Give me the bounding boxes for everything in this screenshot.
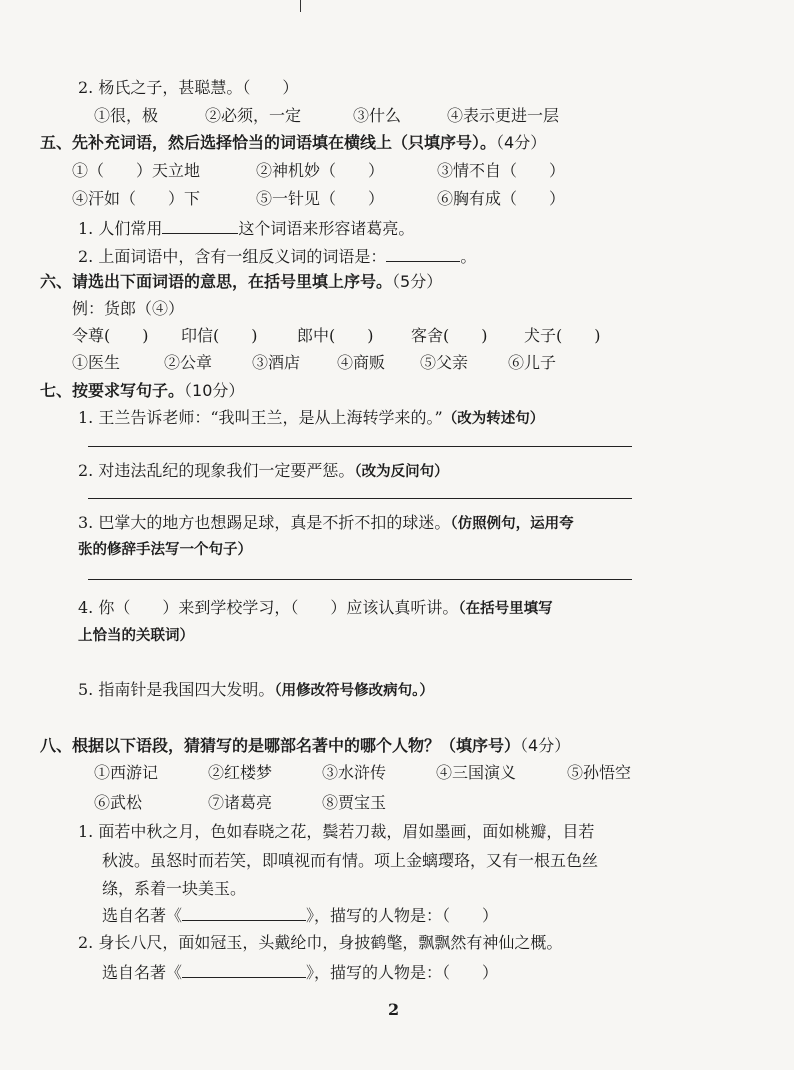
s6-example: 例：货郎（④）: [72, 299, 185, 318]
section-5-points: （4分）: [496, 133, 547, 152]
s6-word-1: 令尊( ): [72, 326, 149, 345]
s8-option-4: ④三国演义: [436, 763, 517, 782]
s5-q1-text-a: 1. 人们常用: [78, 219, 163, 238]
s8-p1-answer: [102, 904, 498, 926]
s8-option-2: ②红楼梦: [208, 763, 273, 782]
s6-option-3: ③酒店: [252, 353, 301, 372]
s7-q3-note-2: 张的修辞手法写一个句子）: [78, 541, 252, 558]
s5-word-2: ②神机妙（ ）: [256, 161, 385, 180]
s6-option-2: ②公章: [164, 353, 213, 372]
s7-q1-note: （改为转述句）: [442, 410, 545, 427]
s7-q1: [78, 408, 544, 429]
s7-q3: [78, 513, 574, 534]
s7-q3-answer-line[interactable]: [88, 579, 632, 580]
q2-option-2: ②必须，一定: [205, 106, 302, 125]
s5-q1-text-b: 这个词语来形容诸葛亮。: [238, 219, 415, 238]
s5-word-1: ①（ ）天立地: [72, 161, 201, 180]
s6-option-4: ④商贩: [337, 353, 386, 372]
s8-p1-book-blank[interactable]: [182, 904, 306, 921]
section-8-points: （4分）: [520, 736, 571, 755]
section-7-title-text: 七、按要求写句子。: [40, 381, 185, 400]
s6-word-5: 犬子( ): [524, 326, 601, 345]
section-5-title: [40, 133, 546, 153]
s5-q1: [78, 217, 414, 239]
top-binding-mark: [300, 0, 301, 12]
s8-p1-line-3: 绦，系着一块美玉。: [102, 879, 247, 898]
page-number: 2: [388, 1000, 400, 1019]
s8-p1-answer-text-b: 》，描写的人物是：（ ）: [306, 906, 499, 925]
s6-option-6: ⑥儿子: [508, 353, 557, 372]
s8-option-8: ⑧贾宝玉: [322, 793, 387, 812]
s8-p2-book-blank[interactable]: [182, 961, 306, 978]
s7-q2-text: 2. 对违法乱纪的现象我们一定要严惩。: [78, 461, 355, 480]
s7-q1-text: 1. 王兰告诉老师：“我叫王兰，是从上海转学来的。”: [78, 408, 443, 427]
s5-q2-end: 。: [460, 247, 477, 266]
section-6-title: [40, 272, 442, 292]
s5-q2: [78, 245, 476, 267]
s6-word-4: 客舍( ): [411, 326, 488, 345]
s8-p2-answer: [102, 961, 498, 983]
s8-option-1: ①西游记: [94, 763, 159, 782]
s8-p1-line-1: 1. 面若中秋之月，色如春晓之花，鬓若刀裁，眉如墨画，面如桃瓣，目若: [78, 822, 595, 841]
section-6-title-text: 六、请选出下面词语的意思，在括号里填上序号。: [40, 272, 393, 291]
q2-option-4: ④表示更进一层: [447, 106, 560, 125]
s7-q3-text: 3. 巴掌大的地方也想踢足球，真是不折不扣的球迷。: [78, 513, 451, 532]
s6-option-5: ⑤父亲: [420, 353, 469, 372]
q2-option-3: ③什么: [353, 106, 402, 125]
s8-option-3: ③水浒传: [322, 763, 387, 782]
s8-p2-answer-text-b: 》，描写的人物是：（ ）: [306, 963, 499, 982]
section-5-title-text: 五、先补充词语，然后选择恰当的词语填在横线上（只填序号）。: [40, 133, 497, 152]
s7-q2: [78, 461, 449, 482]
section-7-points: （10分）: [184, 381, 245, 400]
s5-q2-text: 2. 上面词语中，含有一组反义词的词语是：: [78, 247, 387, 266]
s8-option-5: ⑤孙悟空: [567, 763, 632, 782]
q2-line: 2. 杨氏之子，甚聪慧。（ ）: [78, 78, 299, 97]
s8-p2-answer-text-a: 选自名著《: [102, 963, 183, 982]
s7-q5-text: 5. 指南针是我国四大发明。: [78, 680, 275, 699]
s7-q2-note: （改为反问句）: [354, 463, 449, 480]
s7-q4-note: （在括号里填写: [458, 600, 553, 617]
q2-option-1: ①很，极: [94, 106, 159, 125]
s5-word-3: ③情不自（ ）: [437, 161, 566, 180]
s5-word-5: ⑤一针见（ ）: [256, 189, 385, 208]
section-6-points: （5分）: [392, 272, 443, 291]
s6-word-3: 郎中( ): [297, 326, 374, 345]
section-8-title: [40, 736, 570, 756]
section-7-title: [40, 381, 244, 401]
s5-word-6: ⑥胸有成（ ）: [437, 189, 566, 208]
s7-q4-text: 4. 你（ ）来到学校学习，（ ）应该认真听讲。: [78, 598, 459, 617]
s7-q5-note: （用修改符号修改病句。）: [274, 682, 434, 699]
s6-option-1: ①医生: [72, 353, 121, 372]
s7-q1-answer-line[interactable]: [88, 446, 632, 447]
s7-q4-note-2: 上恰当的关联词）: [78, 627, 194, 644]
s8-p1-answer-text-a: 选自名著《: [102, 906, 183, 925]
s5-word-4: ④汗如（ ）下: [72, 189, 201, 208]
s6-word-2: 印信( ): [181, 326, 258, 345]
s8-p1-line-2: 秋波。虽怒时而若笑，即嗔视而有情。项上金螭璎珞，又有一根五色丝: [102, 851, 599, 870]
s7-q3-note: （仿照例句，运用夸: [450, 515, 574, 532]
s8-option-7: ⑦诸葛亮: [208, 793, 273, 812]
s7-q2-answer-line[interactable]: [88, 498, 632, 499]
s8-option-6: ⑥武松: [94, 793, 143, 812]
s5-q1-blank[interactable]: [162, 217, 238, 234]
s5-q2-blank[interactable]: [386, 245, 460, 262]
s7-q4: [78, 598, 553, 619]
s7-q5: [78, 680, 434, 701]
section-8-title-text: 八、根据以下语段，猜猜写的是哪部名著中的哪个人物？（填序号）: [40, 736, 521, 755]
s8-p2-line-1: 2. 身长八尺，面如冠玉，头戴纶巾，身披鹤氅，飘飘然有神仙之概。: [78, 933, 563, 952]
